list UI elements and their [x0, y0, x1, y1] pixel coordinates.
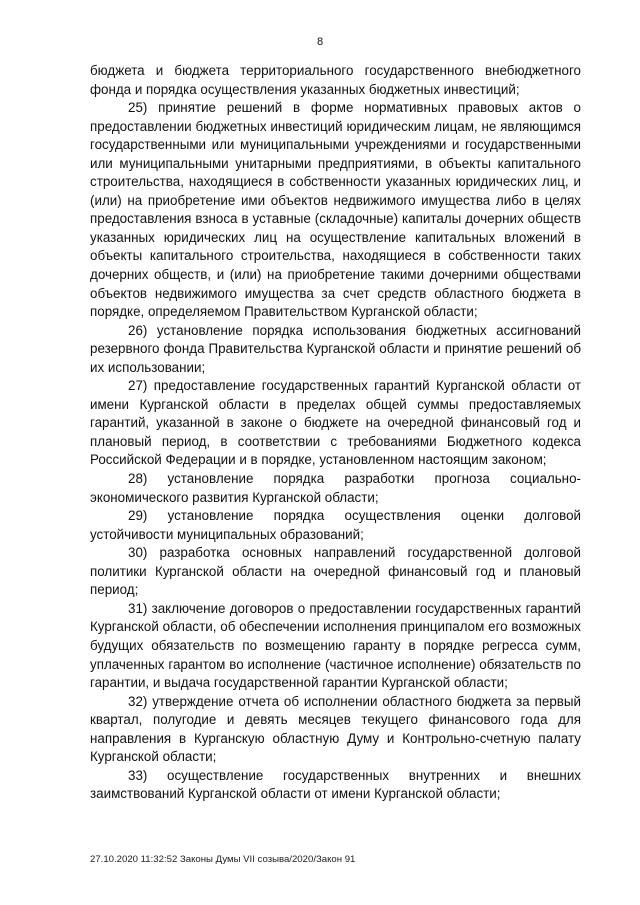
- paragraph-item-32: 32) утверждение отчета об исполнении областного бюджета за первый квартал, полугодие и девять месяцев текущего финансового года для направления в Курганскую областную Думу и Контрольно-счетную палату Курганской области;: [90, 693, 581, 765]
- paragraph-item-29: 29) установление порядка осуществления оценки долговой устойчивости муниципальных образований;: [90, 508, 581, 542]
- paragraph-item-31: 31) заключение договоров о предоставлении государственных гарантий Курганской области, об обеспечении исполнения принципалом его возможных будущих обязательств по возмещению гаранту в порядке регресса сумм, уплаченных гарантом во исполнение (частичное исполнение) обязательств по гарантии, и выдача государственной гарантии Курганской области;: [90, 600, 581, 691]
- paragraph-item-30: 30) разработка основных направлений государственной долговой политики Курганской области на очередной финансовый год и плановый период;: [90, 545, 581, 598]
- paragraph-item-26: 26) установление порядка использования бюджетных ассигнований резервного фонда Правительства Курганской области и принятие решений об их использовании;: [90, 322, 581, 375]
- footer-stamp: 27.10.2020 11:32:52 Законы Думы VII созыва/2020/Закон 91: [90, 854, 356, 865]
- paragraph-item-33: 33) осуществление государственных внутренних и внешних заимствований Курганской области от имени Курганской области;: [90, 767, 581, 802]
- paragraph-item-27: 27) предоставление государственных гарантий Курганской области от имени Курганской области в пределах общей суммы предоставляемых гарантий, указанной в законе о бюджете на очередной финансовый год и плановый период, в соответствии с требованиями Бюджетного кодекса Российской Федерации и в порядке, установленном настоящим законом;: [90, 378, 581, 468]
- page-number: 8: [316, 36, 324, 48]
- paragraph-continuation: бюджета и бюджета территориального государственного внебюджетного фонда и порядка осуществления указанных бюджетных инвестиций;: [90, 63, 581, 97]
- paragraph-item-25: 25) принятие решений в форме нормативных правовых актов о предоставлении бюджетных инвестиций юридическим лицам, не являющимся государственными или муниципальными учреждениями и государственными или муниципальными унитарными предприятиями, в объекты капитального строительства, находящиеся в собственности указанных юридических лиц, и (или) на приобретение ими объектов недвижимого имущества либо в целях предоставления взноса в уставные (складочные) капиталы дочерних обществ указанных юридических лиц на осуществление капитальных вложений в объекты капитального строительства, находящиеся в собственности таких дочерних обществ, и (или) на приобретение такими дочерними обществами объектов недвижимого имущества за счет средств областного бюджета в порядке, определяемом Правительством Курганской области;: [90, 100, 581, 320]
- paragraph-item-28: 28) установление порядка разработки прогноза социально-экономического развития Курганской области;: [90, 471, 581, 505]
- document-body: [90, 62, 581, 804]
